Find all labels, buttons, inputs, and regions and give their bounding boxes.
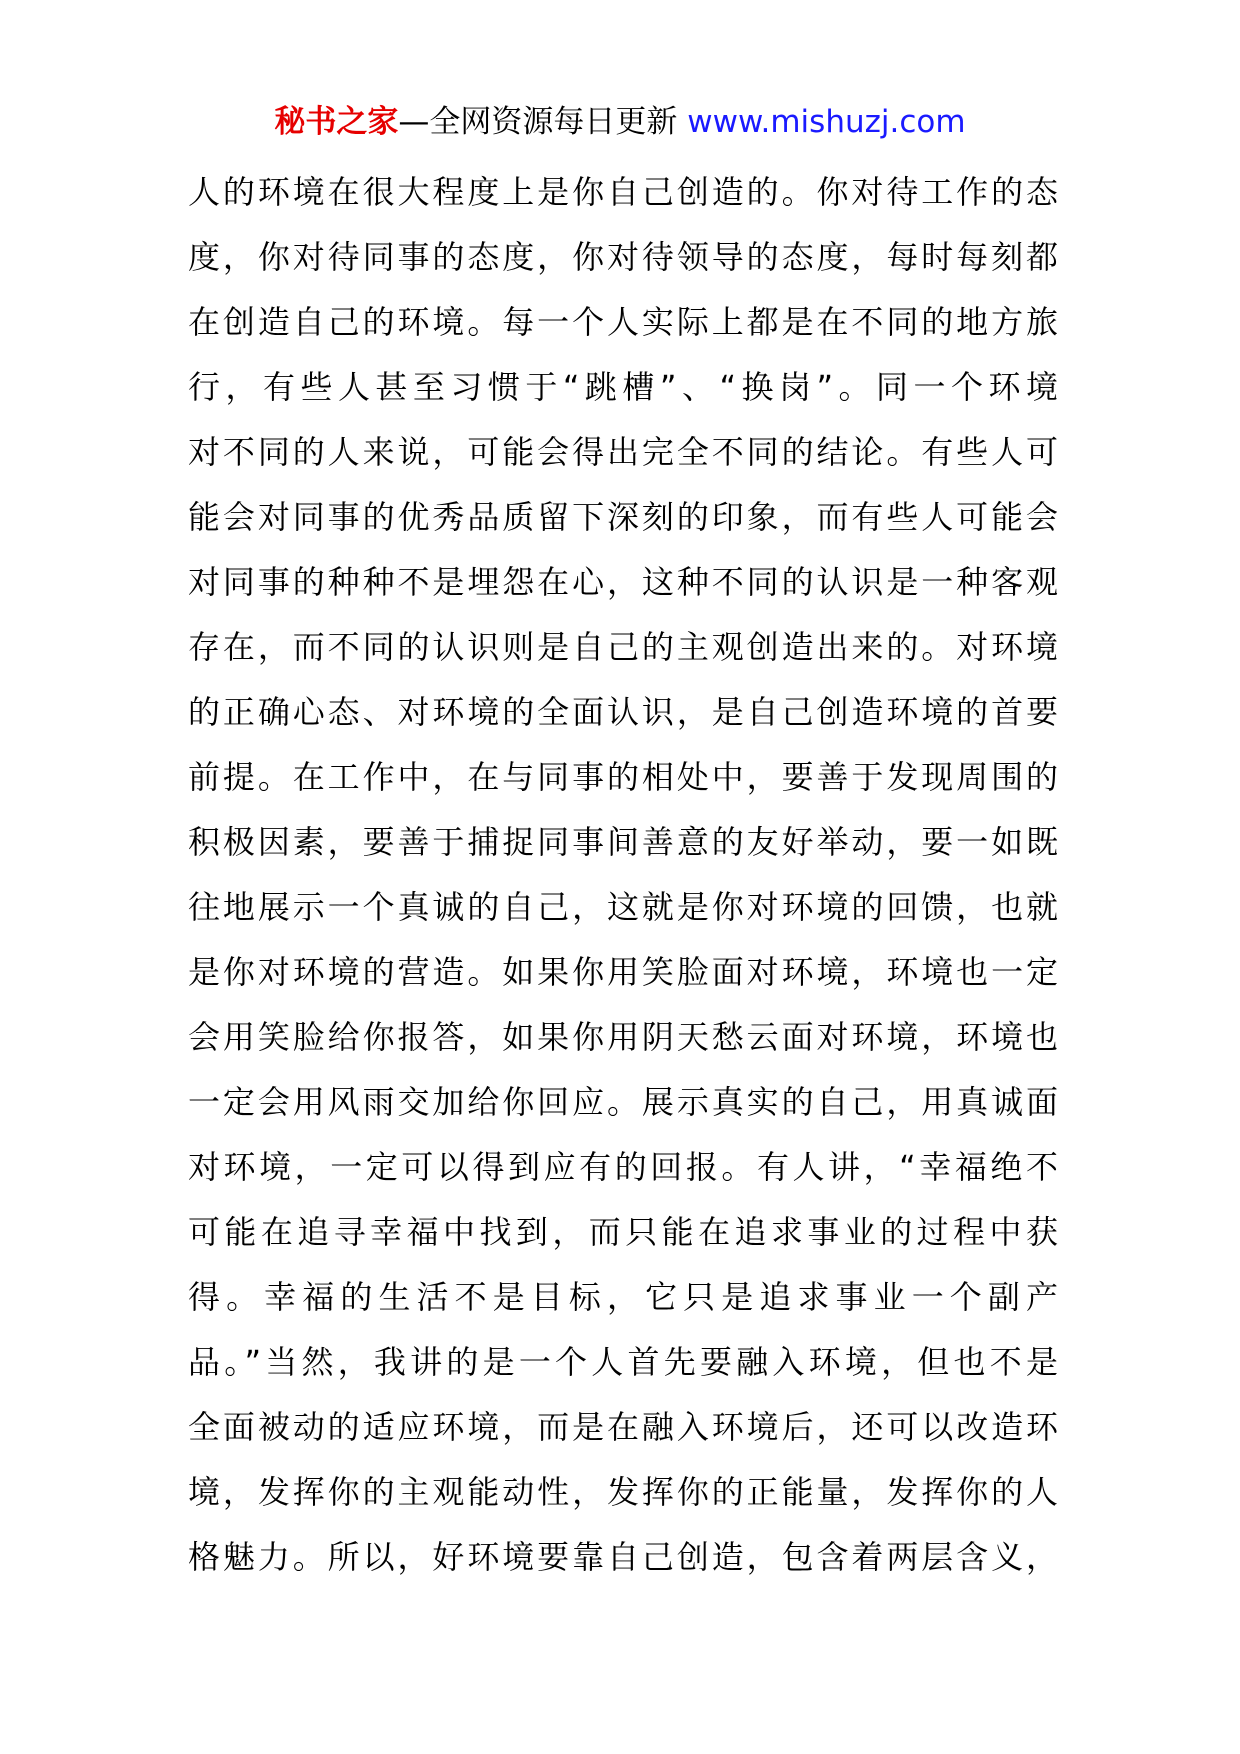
document-body	[188, 160, 1058, 1590]
text-line: 前提。在工作中，在与同事的相处中，要善于发现周围的	[188, 758, 1058, 796]
brand-name: 秘书之家	[274, 104, 399, 140]
text-line: 人的环境在很大程度上是你自己创造的。你对待工作的态	[188, 173, 1058, 211]
text-line: 得。幸福的生活不是目标，它只是追求事业一个副产	[188, 1278, 1058, 1316]
text-line: 往地展示一个真诚的自己，这就是你对环境的回馈，也就	[188, 888, 1058, 926]
site-url-link[interactable]: www.mishuzj.com	[687, 104, 966, 140]
text-line: 对同事的种种不是埋怨在心，这种不同的认识是一种客观	[188, 563, 1058, 601]
text-line: 境，发挥你的主观能动性，发挥你的正能量，发挥你的人	[188, 1473, 1058, 1511]
text-line: 的正确心态、对环境的全面认识，是自己创造环境的首要	[188, 693, 1058, 731]
text-line: 能会对同事的优秀品质留下深刻的印象，而有些人可能会	[188, 498, 1058, 536]
text-line: 品。”当然，我讲的是一个人首先要融入环境，但也不是	[188, 1343, 1058, 1381]
text-line: 是你对环境的营造。如果你用笑脸面对环境，环境也一定	[188, 953, 1058, 991]
text-line: 全面被动的适应环境，而是在融入环境后，还可以改造环	[188, 1408, 1058, 1446]
page-header	[0, 102, 1240, 142]
text-line: 积极因素，要善于捕捉同事间善意的友好举动，要一如既	[188, 823, 1058, 861]
text-line: 可能在追寻幸福中找到，而只能在追求事业的过程中获	[188, 1213, 1058, 1251]
text-line: 对环境，一定可以得到应有的回报。有人讲，“幸福绝不	[188, 1148, 1058, 1186]
text-line: 存在，而不同的认识则是自己的主观创造出来的。对环境	[188, 628, 1058, 666]
text-line: 对不同的人来说，可能会得出完全不同的结论。有些人可	[188, 433, 1058, 471]
header-tagline: —全网资源每日更新	[398, 104, 678, 140]
text-line: 度，你对待同事的态度，你对待领导的态度，每时每刻都	[188, 238, 1058, 276]
text-line: 在创造自己的环境。每一个人实际上都是在不同的地方旅	[188, 303, 1058, 341]
text-line: 一定会用风雨交加给你回应。展示真实的自己，用真诚面	[188, 1083, 1058, 1121]
text-line: 行，有些人甚至习惯于“跳槽”、“换岗”。同一个环境	[188, 368, 1058, 406]
text-line: 会用笑脸给你报答，如果你用阴天愁云面对环境，环境也	[188, 1018, 1058, 1056]
text-line: 格魅力。所以，好环境要靠自己创造，包含着两层含义，	[188, 1538, 1058, 1576]
